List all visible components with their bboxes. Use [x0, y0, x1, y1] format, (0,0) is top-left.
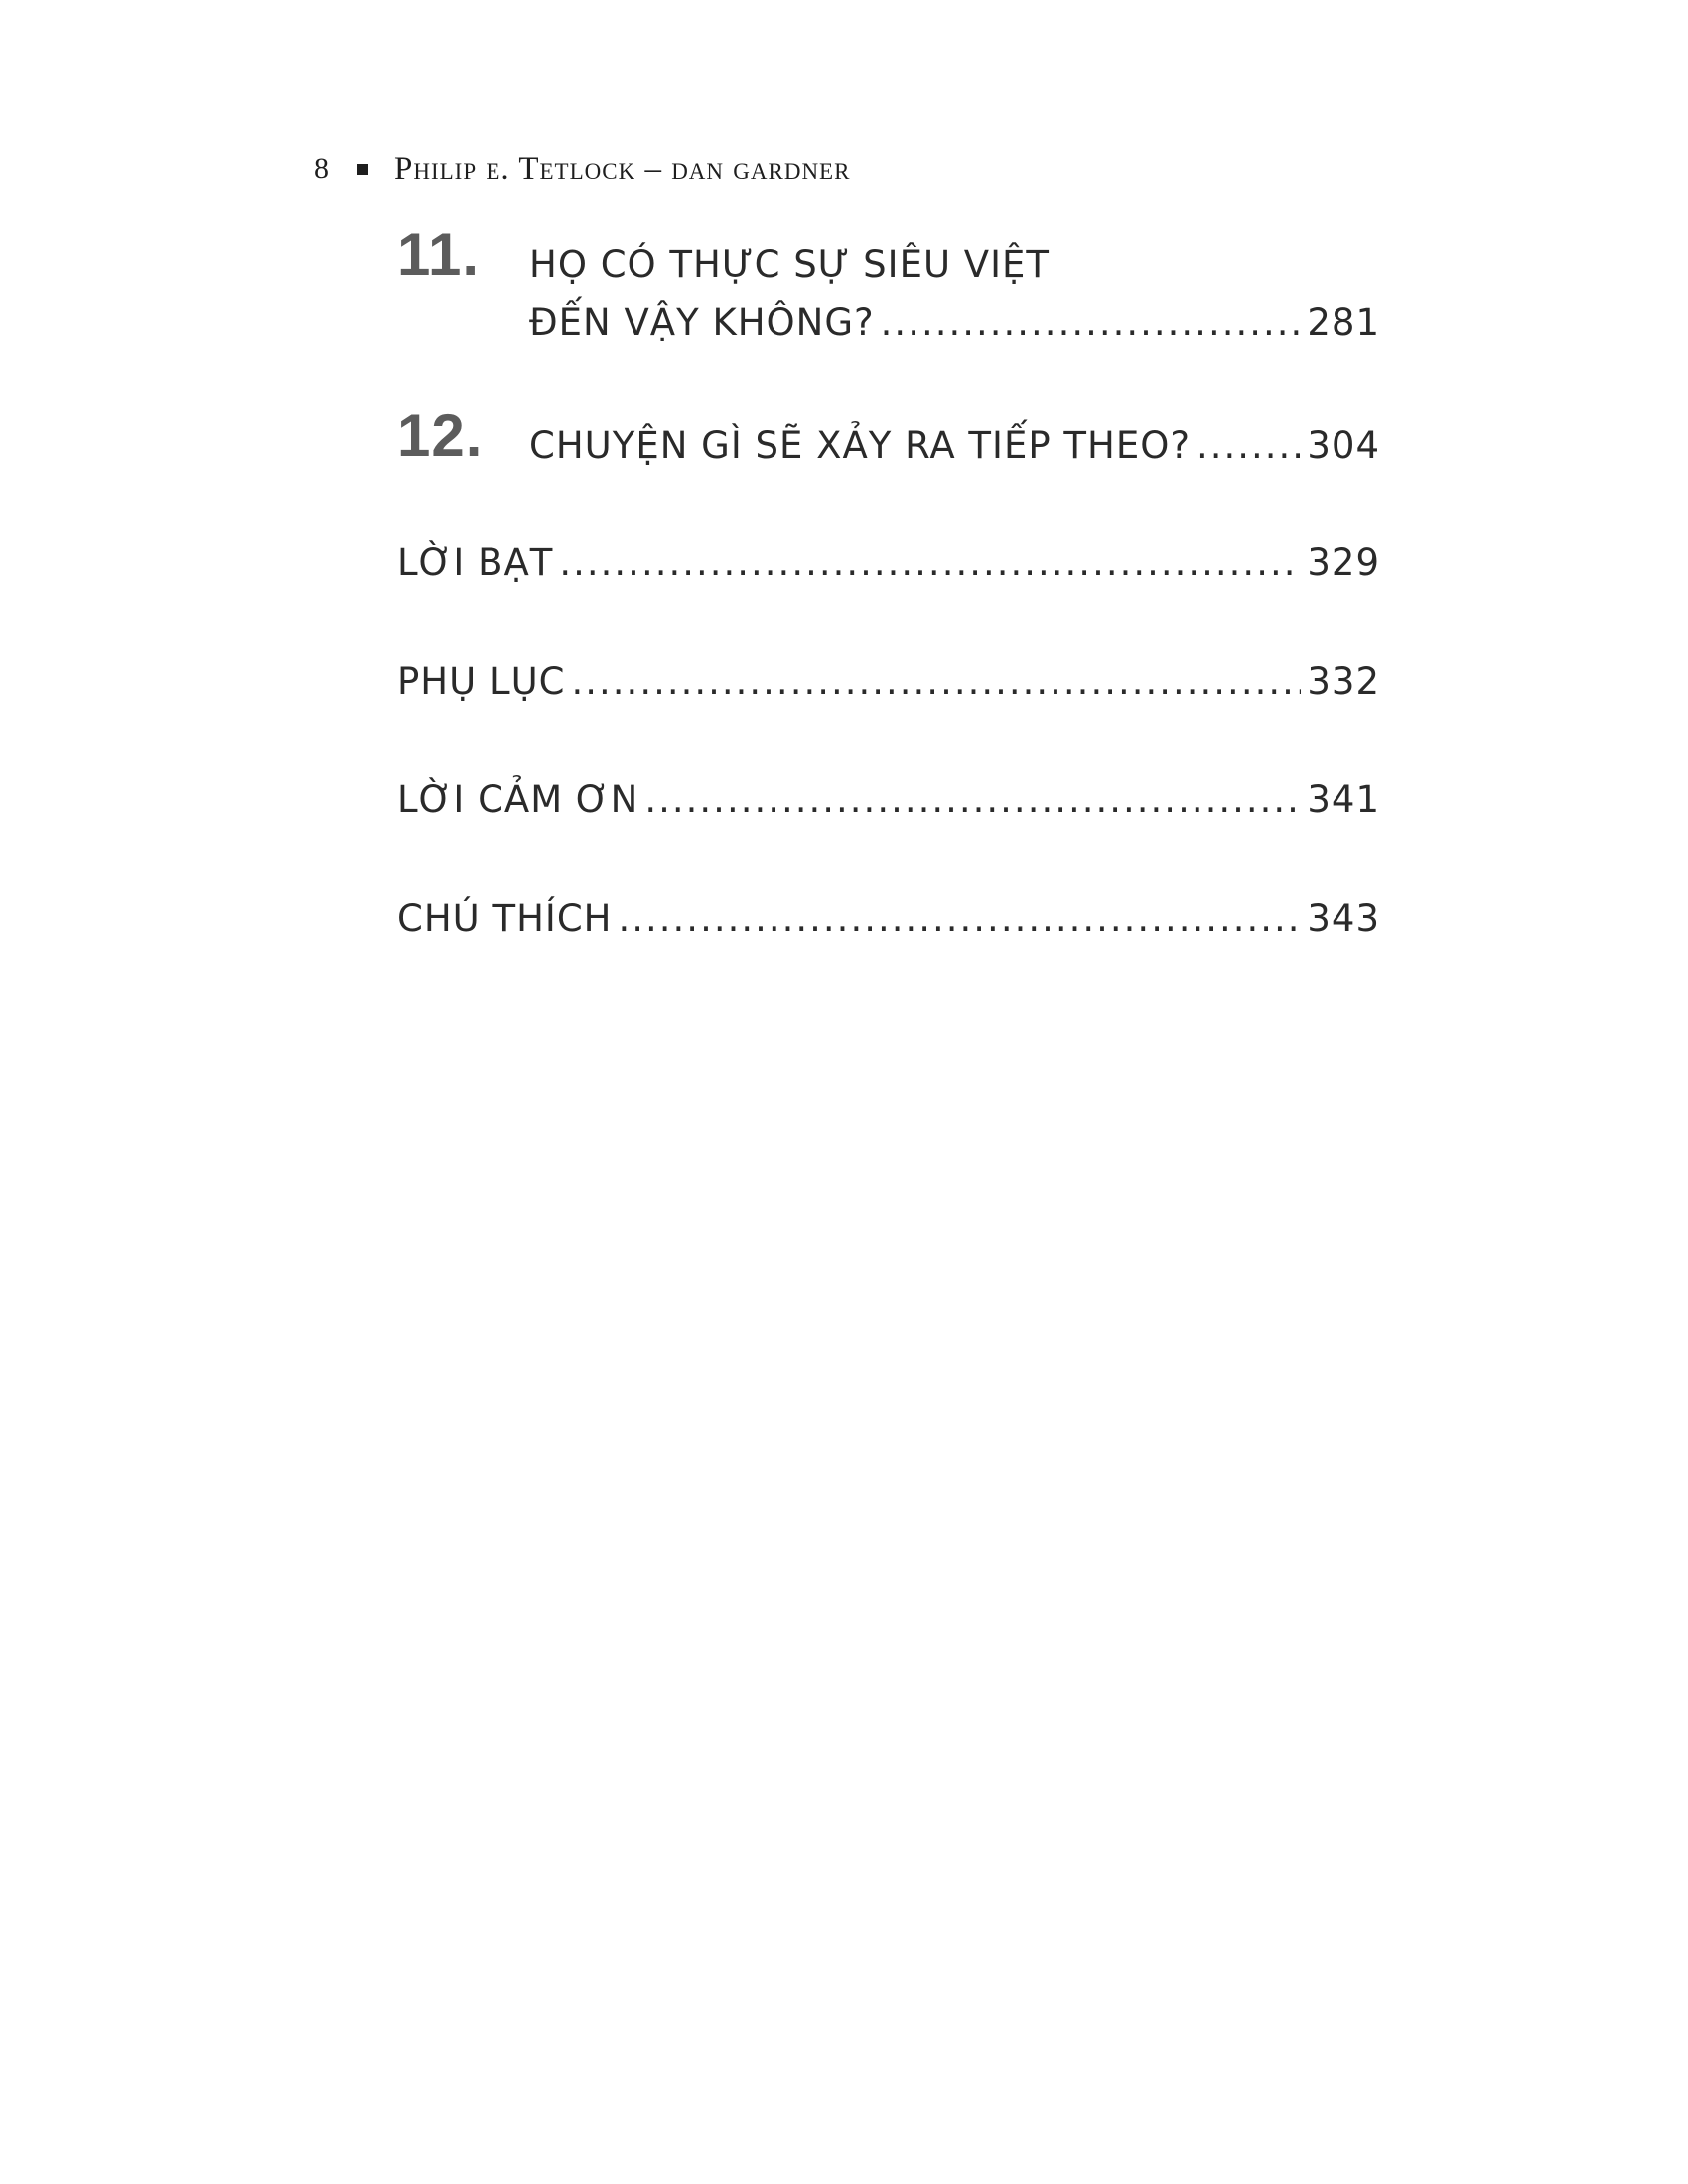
toc-page-number: 304: [1307, 424, 1380, 467]
toc-entry-acknowledgments[interactable]: [397, 771, 1380, 829]
toc-entry-appendix[interactable]: [397, 653, 1380, 711]
toc-entry-chapter-12[interactable]: [397, 402, 1380, 484]
toc-title-line: [397, 653, 1380, 711]
running-header: [314, 149, 850, 189]
toc-title: ĐẾN VẬY KHÔNG?: [529, 301, 875, 343]
dot-leader: [644, 771, 1301, 829]
toc-title: CHÚ THÍCH: [397, 897, 613, 940]
toc-title: LỜI CẢM ƠN: [397, 778, 639, 821]
toc-title: CHUYỆN GÌ SẼ XẢY RA TIẾP THEO?: [529, 424, 1191, 467]
square-bullet-icon: [357, 164, 368, 175]
toc-title: HỌ CÓ THỰC SỰ SIÊU VIỆT: [529, 243, 1050, 286]
toc-title: PHỤ LỤC: [397, 660, 566, 703]
dot-leader: [572, 653, 1302, 711]
toc-title-line: [529, 417, 1380, 475]
toc-page-number: 332: [1307, 660, 1380, 703]
dot-leader: [881, 294, 1302, 351]
toc-page-number: 281: [1307, 301, 1380, 343]
toc-entry-notes[interactable]: [397, 890, 1380, 948]
toc-page-number: 343: [1307, 897, 1380, 940]
chapter-number: 11.: [397, 221, 481, 288]
dot-leader: [1196, 417, 1301, 475]
toc-entry-afterword[interactable]: [397, 534, 1380, 592]
toc-title: LỜI BẠT: [397, 541, 554, 584]
dot-leader: [559, 534, 1301, 592]
toc-title-line-1: [529, 236, 1380, 294]
chapter-title-block: [529, 236, 1380, 351]
page-number: 8: [314, 152, 329, 185]
toc-title-line-2: [529, 294, 1380, 351]
toc-page-number: 329: [1307, 541, 1380, 584]
toc-title-line: [397, 771, 1380, 829]
toc-page-number: 341: [1307, 778, 1380, 821]
toc-title-line: [397, 534, 1380, 592]
header-author: Philip e. Tetlock – dan gardner: [394, 150, 851, 187]
toc-entry-chapter-11[interactable]: [397, 221, 1380, 355]
chapter-number: 12.: [397, 402, 484, 469]
dot-leader: [619, 890, 1302, 948]
toc-title-line: [397, 890, 1380, 948]
chapter-title-block: [529, 417, 1380, 475]
